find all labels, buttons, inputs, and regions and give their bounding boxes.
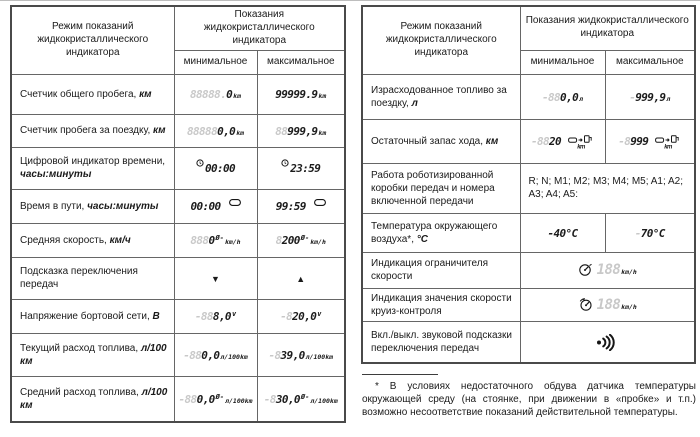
lcd-ghost-segments: -88 bbox=[541, 90, 561, 104]
fuel-range-icon bbox=[568, 135, 594, 149]
trip-time-icon bbox=[229, 199, 241, 206]
lcd-symbol: Ø- bbox=[215, 234, 224, 242]
mode-label-cell: Текущий расход топлива, л/100 км bbox=[11, 333, 174, 376]
lcd-display bbox=[542, 91, 583, 104]
lcd-display bbox=[629, 91, 670, 104]
lcd-display bbox=[187, 125, 244, 138]
mode-label-unit: л/100 км bbox=[20, 386, 168, 411]
max-value-cell bbox=[257, 333, 345, 376]
lcd-value: 20,0 bbox=[292, 310, 317, 323]
max-value-cell bbox=[257, 147, 345, 189]
min-value-cell bbox=[520, 119, 605, 163]
column-header-mode: Режим показаний жидкокристаллического индикатора bbox=[362, 6, 520, 74]
table-row bbox=[11, 257, 345, 299]
mode-label-unit: часы:минуты bbox=[87, 200, 159, 212]
column-header-min: минимальное bbox=[174, 50, 257, 74]
span-value-cell bbox=[520, 252, 695, 288]
lcd-ghost-segments: 88888 bbox=[186, 124, 218, 138]
column-header-readings: Показания жидкокристаллического индикатора bbox=[520, 6, 695, 50]
min-value-cell bbox=[174, 147, 257, 189]
max-value-cell bbox=[605, 74, 695, 119]
lcd-ghost-segments: -88 bbox=[183, 348, 202, 362]
mode-label-unit: л bbox=[411, 97, 418, 109]
max-value-cell bbox=[257, 299, 345, 333]
table-row bbox=[11, 299, 345, 333]
max-value-cell bbox=[257, 114, 345, 147]
lcd-value: 99999.9 bbox=[275, 88, 318, 101]
mode-label-cell: Счетчик общего пробега, км bbox=[11, 74, 174, 114]
lcd-display bbox=[280, 310, 321, 323]
lcd-unit: л bbox=[666, 94, 671, 103]
mode-label-cell: Напряжение бортовой сети, В bbox=[11, 299, 174, 333]
lcd-display bbox=[578, 298, 637, 313]
mode-label-unit: часы:минуты bbox=[20, 169, 92, 180]
mode-label-unit: км bbox=[485, 135, 499, 147]
lcd-ghost-segments: -8 bbox=[263, 392, 276, 406]
lcd-ghost-segments: 88888. bbox=[190, 88, 227, 101]
lcd-display bbox=[190, 200, 240, 213]
min-value-cell bbox=[520, 213, 605, 252]
lcd-display bbox=[275, 88, 326, 101]
mode-label-cell: Израсходованное топливо за поездку, л bbox=[362, 74, 520, 119]
column-header-max: максимальное bbox=[257, 50, 345, 74]
min-value-cell bbox=[174, 333, 257, 376]
lcd-display bbox=[281, 162, 320, 175]
lcd-unit: л/100km bbox=[225, 396, 253, 405]
lcd-unit: л/100km bbox=[305, 352, 334, 361]
lcd-display bbox=[618, 135, 681, 148]
mode-label-cell: Работа роботизированной коробки передач и номера включенной передачи bbox=[362, 163, 520, 213]
lcd-value: 00:00 bbox=[190, 200, 221, 213]
footnote: * В условиях недостаточного обдува датчика температуры окружающей среду (на стоянке, при движении в «пробке» и т.п.) возможно несоответствие показаний действительной температуры. bbox=[362, 381, 696, 419]
lcd-unit: km bbox=[318, 128, 327, 137]
lcd-value: 999 bbox=[630, 135, 649, 148]
lcd-symbol: Ø- bbox=[215, 392, 225, 401]
table-header bbox=[11, 6, 345, 74]
lcd-display bbox=[547, 227, 577, 240]
table-row bbox=[362, 119, 695, 163]
table-row bbox=[11, 376, 345, 422]
table-row bbox=[362, 321, 695, 363]
lcd-display bbox=[196, 162, 235, 175]
lcd-ghost-segments: - bbox=[629, 90, 636, 104]
speed-limiter-icon bbox=[578, 263, 594, 276]
lcd-display bbox=[578, 263, 637, 278]
lcd-value: 39,0 bbox=[280, 348, 305, 362]
mode-label-cell: Индикация ограничителя скорости bbox=[362, 252, 520, 288]
lcd-ghost-segments: -88 bbox=[178, 392, 197, 406]
lcd-ghost-segments: 888 bbox=[190, 234, 209, 247]
mode-label-cell: Цифровой индикатор времени, часы:минуты bbox=[11, 147, 174, 189]
lcd-display bbox=[195, 310, 236, 323]
lcd-ghost-segments: -8 bbox=[280, 310, 293, 323]
lcd-value: 20 bbox=[549, 135, 562, 148]
table-row bbox=[11, 114, 345, 147]
span-value-cell: R; N; M1; M2; M3; M4; M5; A1; A2; A3; A4; A5: bbox=[520, 163, 695, 213]
lcd-modes-table-right bbox=[361, 5, 696, 364]
clock-icon bbox=[196, 159, 204, 167]
lcd-unit: km bbox=[236, 128, 245, 137]
mode-label-cell: Средняя скорость, км/ч bbox=[11, 223, 174, 257]
lcd-ghost-segments: -8 bbox=[618, 135, 631, 148]
lcd-symbol: v bbox=[231, 310, 237, 318]
mode-label-cell: Время в пути, часы:минуты bbox=[11, 189, 174, 223]
lcd-unit: л bbox=[579, 94, 584, 103]
mode-label-cell: Остаточный запас хода, км bbox=[362, 119, 520, 163]
lcd-display bbox=[596, 335, 618, 350]
gear-up-arrow: ▲ bbox=[296, 274, 306, 284]
column-header-max: максимальное bbox=[605, 50, 695, 74]
max-value-cell bbox=[605, 119, 695, 163]
span-value-cell bbox=[520, 288, 695, 321]
table-header bbox=[362, 6, 695, 74]
gear-down-arrow: ▼ bbox=[211, 274, 220, 284]
lcd-ghost-segments: - bbox=[634, 226, 641, 240]
lcd-value: 0 bbox=[208, 234, 215, 247]
table-body bbox=[11, 74, 345, 422]
lcd-value: 0,0 bbox=[217, 124, 236, 138]
mode-label-unit: °С bbox=[416, 233, 428, 245]
lcd-value: 00:00 bbox=[204, 162, 236, 175]
min-value-cell bbox=[174, 376, 257, 422]
lcd-value: 999,9 bbox=[287, 124, 318, 138]
table-body bbox=[362, 74, 695, 363]
footnote-block bbox=[362, 374, 696, 420]
mode-label-cell: Индикация значения скорости круиз-контроля bbox=[362, 288, 520, 321]
table-row bbox=[362, 288, 695, 321]
lcd-symbol: Ø- bbox=[300, 234, 310, 242]
max-value-cell bbox=[257, 74, 345, 114]
svg-text:km: km bbox=[664, 144, 673, 149]
table-row bbox=[362, 163, 695, 213]
column-header-min: минимальное bbox=[520, 50, 605, 74]
mode-label-cell: Вкл./выкл. звуковой подсказки переключения передач bbox=[362, 321, 520, 363]
clock-icon bbox=[281, 159, 289, 167]
max-value-cell bbox=[257, 257, 345, 299]
table-row bbox=[11, 223, 345, 257]
mode-label-unit: В bbox=[152, 310, 160, 322]
lcd-ghost-segments: 188 bbox=[596, 296, 621, 313]
lcd-ghost-segments: -88 bbox=[530, 135, 550, 148]
lcd-ghost-segments: -8 bbox=[268, 348, 281, 362]
table-row bbox=[362, 213, 695, 252]
lcd-ghost-segments: 188 bbox=[596, 262, 621, 278]
min-value-cell bbox=[174, 299, 257, 333]
lcd-unit: л/100km bbox=[310, 396, 338, 405]
lcd-unit: km bbox=[233, 92, 241, 100]
lcd-modes-table bbox=[10, 5, 346, 423]
lcd-unit: km/h bbox=[621, 302, 637, 311]
mode-label-cell: Подсказка переключения передач bbox=[11, 257, 174, 299]
lcd-value: 70°C bbox=[640, 226, 665, 240]
min-value-cell bbox=[174, 189, 257, 223]
lcd-display bbox=[276, 234, 326, 247]
lcd-unit: km bbox=[318, 92, 327, 100]
min-value-cell bbox=[520, 74, 605, 119]
lcd-value: 99:59 bbox=[275, 200, 306, 213]
mode-label-cell: Счетчик пробега за поездку, км bbox=[11, 114, 174, 147]
lcd-value: -40°C bbox=[547, 226, 578, 240]
span-value-cell bbox=[520, 321, 695, 363]
lcd-value: 200 bbox=[281, 234, 300, 247]
lcd-display bbox=[531, 135, 594, 148]
lcd-display bbox=[190, 234, 240, 247]
lcd-display bbox=[635, 227, 665, 240]
lcd-value: 8,0 bbox=[212, 310, 231, 323]
lcd-display bbox=[276, 200, 326, 213]
mode-label-cell: Температура окружающего воздуха*, °С bbox=[362, 213, 520, 252]
mode-label-unit: км bbox=[153, 125, 166, 136]
max-value-cell bbox=[257, 376, 345, 422]
lcd-ghost-segments: 8 bbox=[275, 234, 282, 247]
cruise-control-icon bbox=[578, 298, 594, 311]
lcd-value: 0,0 bbox=[560, 90, 579, 104]
lcd-unit: km/h bbox=[621, 268, 637, 276]
mode-label-unit: км/ч bbox=[109, 234, 131, 246]
max-value-cell bbox=[257, 189, 345, 223]
lcd-unit: л/100km bbox=[220, 352, 248, 361]
lcd-ghost-segments: -88 bbox=[194, 310, 213, 323]
table-row bbox=[11, 189, 345, 223]
lcd-unit: km/h bbox=[310, 238, 326, 246]
mode-label-cell: Средний расход топлива, л/100 км bbox=[11, 376, 174, 422]
column-header-readings: Показания жидкокристаллического индикатора bbox=[174, 6, 345, 50]
mode-label-unit: км bbox=[139, 88, 152, 100]
lcd-display bbox=[275, 125, 326, 138]
max-value-cell bbox=[257, 223, 345, 257]
lcd-display bbox=[179, 393, 253, 406]
min-value-cell bbox=[174, 74, 257, 114]
table-row bbox=[362, 252, 695, 288]
table-row bbox=[11, 147, 345, 189]
trip-time-icon bbox=[314, 199, 326, 206]
svg-text:km: km bbox=[577, 144, 585, 149]
lcd-modes-table-left bbox=[10, 5, 346, 423]
lcd-value: 0 bbox=[226, 88, 233, 101]
footnote-rule bbox=[362, 374, 438, 375]
lcd-symbol: v bbox=[317, 310, 322, 318]
lcd-display bbox=[183, 349, 248, 362]
lcd-value: 999,9 bbox=[635, 90, 666, 104]
lcd-display bbox=[268, 349, 333, 362]
sound-waves-icon bbox=[596, 334, 618, 351]
min-value-cell bbox=[174, 114, 257, 147]
lcd-symbol: Ø- bbox=[300, 392, 310, 401]
lcd-value: 0,0 bbox=[201, 348, 220, 362]
lcd-ghost-segments: 88 bbox=[275, 124, 288, 138]
column-header-mode: Режим показаний жидкокристаллического индикатора bbox=[11, 6, 174, 74]
min-value-cell bbox=[174, 257, 257, 299]
page-top-edge bbox=[0, 0, 700, 1]
table-row bbox=[362, 74, 695, 119]
mode-label-unit: л/100 км bbox=[20, 342, 167, 367]
table-row bbox=[11, 74, 345, 114]
fuel-range-icon bbox=[655, 135, 681, 149]
lcd-value: 23:59 bbox=[290, 162, 321, 175]
lcd-modes-table bbox=[361, 5, 696, 364]
lcd-display bbox=[190, 88, 241, 101]
table-row bbox=[11, 333, 345, 376]
min-value-cell bbox=[174, 223, 257, 257]
lcd-value: 30,0 bbox=[275, 392, 300, 406]
max-value-cell bbox=[605, 213, 695, 252]
lcd-display bbox=[264, 393, 338, 406]
lcd-unit: km/h bbox=[224, 238, 241, 246]
lcd-value: 0,0 bbox=[196, 392, 215, 406]
